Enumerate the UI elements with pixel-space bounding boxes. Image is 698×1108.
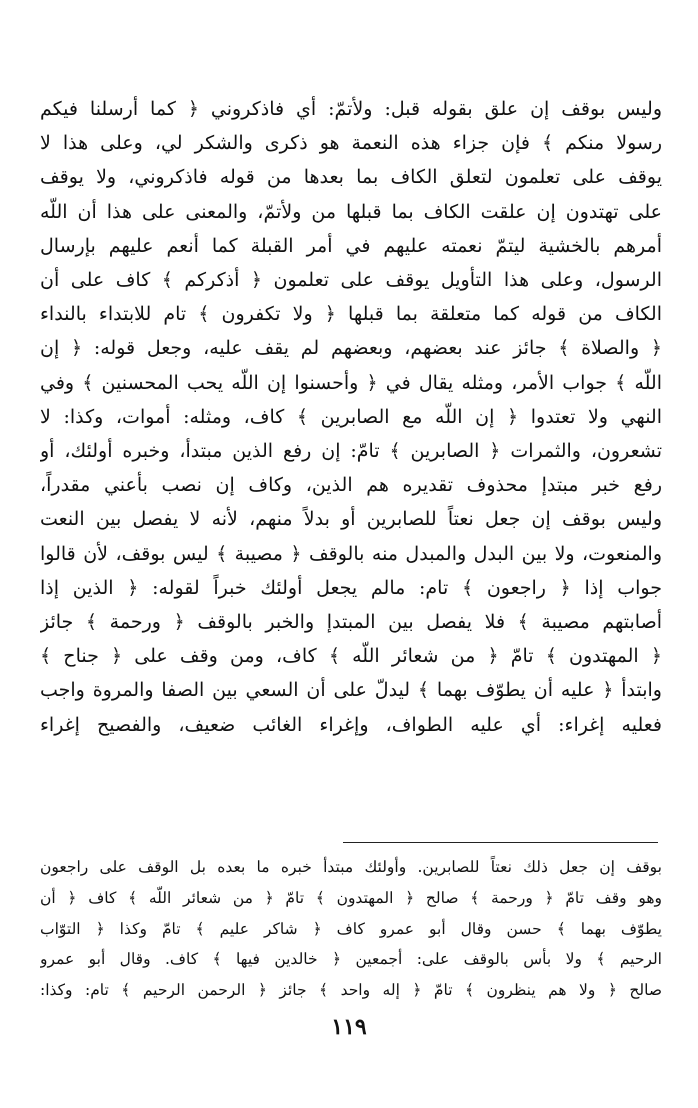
footnote-block [40,852,662,1006]
main-text-line: وليس بوقف إن جعل نعتاً للصابرين أو بدلاً منهم، لأنه لا يفصل بين النعت [40,508,662,531]
main-text-line: على تهتدون إن علقت الكاف بما قبلها من ولأتمّ، والمعنى على هذا أن اللّه [40,200,662,223]
page-number: ١١٩ [331,1014,367,1040]
main-text-line: جواب إذا ﴿ راجعون ﴾ تام: مالم يجعل أولئك خبراً لقوله: ﴿ الذين إذا [40,576,662,599]
main-text-line: والمنعوت، ولا بين البدل والمبدل منه بالوقف ﴿ مصيبة ﴾ ليس بوقف، لأن قالوا [40,542,662,565]
footnote-line: يطوّف بهما ﴾ حسن وقال أبو عمرو كاف ﴿ شاكر عليم ﴾ تامّ وكذا ﴿ التوّاب [40,919,662,938]
main-text-line: وابتدأ ﴿ عليه أن يطوّف بهما ﴾ ليدلّ على أن السعي بين الصفا والمروة واجب [40,679,662,702]
main-text-line: رفع خبر مبتدإ محذوف تقديره هم الذين، وكاف إن نصب بأعني مقدراً، [40,474,662,497]
main-text-line: يوقف على تعلمون لتعلق الكاف بما بعدها من قوله فاذكروني، ولا يوقف [40,166,662,189]
main-text-line: تشعرون، والثمرات ﴿ الصابرين ﴾ تامّ: إن رفع الذين مبتدأ، وخبره أولئك، أو [40,440,662,463]
main-text-line: الرسول، وعلى هذا التأويل يوقف على تعلمون ﴿ أذكركم ﴾ كاف على أن [40,269,662,292]
main-text-line: أمرهم بالخشية ليتمّ نعمته عليهم في أمر القبلة كما أنعم عليهم بإرسال [40,234,662,257]
footnote-separator [343,842,658,843]
footnote-line: بوقف إن جعل ذلك نعتاً للصابرين. وأولئك مبتدأ خبره ما بعده بل الوقف على راجعون [40,858,662,876]
main-text-line: اللّه ﴾ جواب الأمر، ومثله يقال في ﴿ وأحسنوا إن اللّه يحب المحسنين ﴾ وفي [40,371,662,394]
main-text-block [40,92,662,742]
main-text-line: أصابتهم مصيبة ﴾ فلا يفصل بين المبتدإ والخبر بالوقف ﴿ ورحمة ﴾ جائز [40,611,662,634]
main-text-line: رسولا منكم ﴾ فإن جزاء هذه النعمة هو ذكرى والشكر لي، وعلى هذا لا [40,132,662,155]
main-text-line: ﴿ والصلاة ﴾ جائز عند بعضهم، وبعضهم لم يقف عليه، وجعل قوله: ﴿ إن [40,337,662,360]
footnote-line: وهو وقف تامّ ﴿ ورحمة ﴾ صالح ﴿ المهتدون ﴾ تامّ ﴿ من شعائر اللّه ﴾ كاف ﴿ أن [40,888,662,907]
main-text-line: فعليه إغراء: أي عليه الطواف، وإغراء الغائب ضعيف، والفصيح إغراء [40,713,662,736]
footnote-line: صالح ﴿ ولا هم ينظرون ﴾ تامّ ﴿ إله واحد ﴾ جائز ﴿ الرحمن الرحيم ﴾ تام: وكذا: [40,981,662,1000]
main-text-line: وليس بوقف إن علق بقوله قبل: ولأتمّ: أي فاذكروني ﴿ كما أرسلنا فيكم [40,98,662,120]
main-text-line: النهي ولا تعتدوا ﴿ إن اللّه مع الصابرين ﴾ كاف، ومثله: أموات، وكذا: لا [40,405,662,428]
footnote-line: الرحيم ﴾ ولا بأس بالوقف على: أجمعين ﴿ خالدين فيها ﴾ كاف. وقال أبو عمرو [40,950,662,969]
main-text-line: الكاف من قوله كما متعلقة بما قبلها ﴿ ولا تكفرون ﴾ تام للابتداء بالنداء [40,303,662,326]
main-text-line: ﴿ المهتدون ﴾ تامّ ﴿ من شعائر اللّه ﴾ كاف، ومن وقف على ﴿ جناح ﴾ [40,645,662,668]
